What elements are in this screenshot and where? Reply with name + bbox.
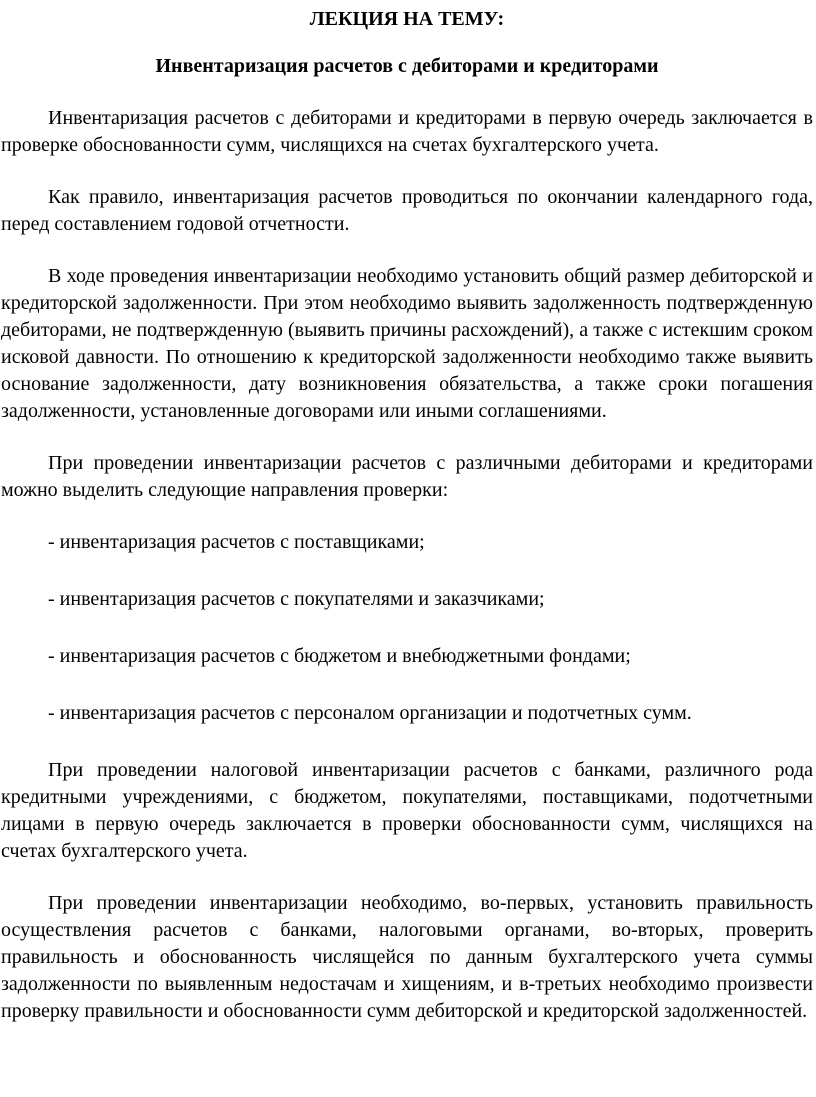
paragraph: В ходе проведения инвентаризации необходимо установить общий размер дебиторской и кредиторской задолженности. При этом необходимо выявить задолженность подтвержденную дебиторами, не подтвержденную (выявить причины расхождений), а также с истекшим сроком исковой давности. По отношению к кредиторской задолженности необходимо также выявить основание задолженности, дату возникновения обязательства, а также сроки погашения задолженности, установленные договорами или иными соглашениями. [1, 265, 813, 422]
checklist [1, 529, 813, 727]
document-body [1, 105, 813, 1025]
list-item: - инвентаризация расчетов с персоналом организации и подотчетных сумм. [48, 702, 692, 724]
paragraph: Как правило, инвентаризация расчетов проводиться по окончании календарного года, перед составлением годовой отчетности. [1, 186, 813, 235]
paragraph: Инвентаризация расчетов с дебиторами и кредиторами в первую очередь заключается в проверке обоснованности сумм, числящихся на счетах бухгалтерского учета. [1, 107, 813, 156]
list-item: - инвентаризация расчетов с бюджетом и внебюджетными фондами; [48, 645, 631, 667]
paragraph: При проведении налоговой инвентаризации расчетов с банками, различного рода кредитными учреждениями, с бюджетом, покупателями, поставщиками, подотчетными лицами в первую очередь заключается в проверки обоснованности сумм, числящихся на счетах бухгалтерского учета. [1, 759, 813, 862]
paragraph: При проведении инвентаризации необходимо, во-первых, установить правильность осуществления расчетов с банками, налоговыми органами, во-вторых, проверить правильность и обоснованность числящейся по данным бухгалтерского учета суммы задолженности по выявленным недостачам и хищениям, и в-третьих необходимо произвести проверку правильности и обоснованности сумм дебиторской и кредиторской задолженностей. [1, 892, 813, 1022]
document-subtitle: Инвентаризация расчетов с дебиторами и кредиторами [155, 55, 659, 77]
paragraph: При проведении инвентаризации расчетов с различными дебиторами и кредиторами можно выделить следующие направления проверки: [1, 452, 813, 501]
list-item: - инвентаризация расчетов с покупателями и заказчиками; [48, 588, 545, 610]
list-item: - инвентаризация расчетов с поставщиками; [48, 531, 425, 553]
document-title: ЛЕКЦИЯ НА ТЕМУ: [309, 8, 505, 30]
